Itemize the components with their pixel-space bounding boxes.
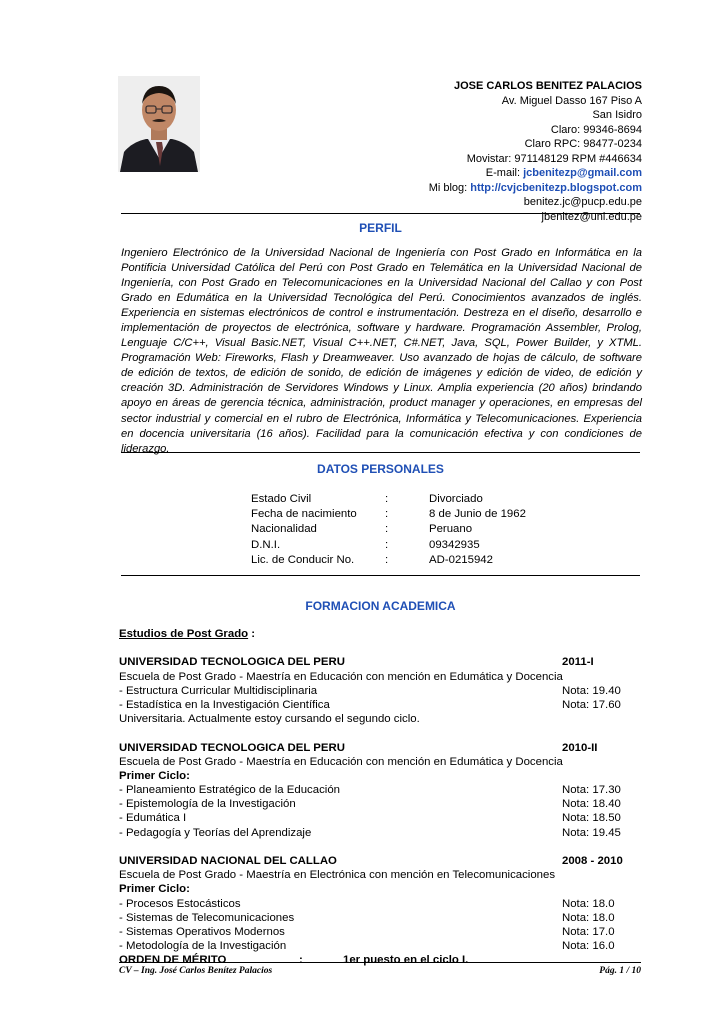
university-period: 2008 - 2010 [562, 855, 623, 867]
course-row [119, 911, 639, 925]
portrait-photo [118, 76, 200, 172]
phone-movistar: Movistar: 971148129 RPM #446634 [466, 152, 642, 165]
footer-divider [119, 962, 641, 963]
university-row [119, 655, 639, 669]
datos-title: DATOS PERSONALES [317, 462, 444, 476]
course-row [119, 826, 639, 840]
course-row [119, 797, 639, 811]
merit-label: ORDEN DE MÉRITO [119, 954, 227, 967]
contact-block [302, 79, 642, 224]
course-name: - Estructura Curricular Multidisciplinaria [119, 684, 318, 697]
merit-value: 1er puesto en el ciclo I. [343, 954, 469, 967]
full-name: JOSE CARLOS BENITEZ PALACIOS [453, 80, 642, 92]
email-pucp: benitez.jc@pucp.edu.pe [523, 196, 642, 208]
university-row [119, 741, 639, 755]
merit-sep: : [299, 954, 303, 967]
page-footer [119, 966, 641, 976]
postgrado-subtitle [119, 627, 639, 641]
datos-sep: : [385, 508, 389, 521]
course-name: - Planeamiento Estratégico de la Educación [119, 784, 340, 797]
datos-value: Peruano [429, 523, 473, 536]
course-name: - Sistemas Operativos Modernos [119, 925, 285, 938]
datos-sep: : [385, 553, 389, 566]
datos-table [251, 492, 551, 568]
datos-sep: : [385, 523, 389, 536]
course-name: - Procesos Estocásticos [119, 897, 241, 910]
course-grade: Nota: 18.40 [562, 798, 621, 811]
divider [121, 213, 640, 214]
datos-value: 8 de Junio de 1962 [429, 508, 526, 521]
course-row [119, 897, 639, 911]
datos-sep: : [385, 538, 389, 551]
datos-key: D.N.I. [251, 538, 281, 551]
course-name: - Metodología de la Investigación [119, 940, 287, 953]
email-uni: jbenitez@uni.edu.pe [541, 210, 642, 223]
university-period: 2010-II [562, 741, 598, 754]
course-grade: Nota: 19.45 [562, 826, 621, 839]
course-grade: Nota: 18.50 [562, 812, 621, 825]
datos-row [251, 492, 551, 507]
block-note: Universitaria. Actualmente estoy cursando el segundo ciclo. [119, 713, 420, 726]
course-name: - Edumática I [119, 812, 187, 825]
datos-row [251, 507, 551, 522]
email-link[interactable]: jcbenitezp@gmail.com [523, 167, 642, 179]
datos-value: Divorciado [429, 493, 483, 505]
datos-value: 09342935 [429, 538, 480, 551]
perfil-text: Ingeniero Electrónico de la Universidad Nacional de Ingeniería con Post Grado en Informática en la Pontificia Universidad Católica del Perú con Post Grado en Telemática en la Universidad Nacional de Ingeniería, con Post Grado en Telecomunicaciones en la Universidad Nacional del Callao y con Post Grado en Edumática en la Universidad Tecnológica del Perú. Conocimientos avanzados de inglés. Experiencia en sistemas electrónicos de control e instrumentación. Destreza en el diseño, desarrollo e implementación de proyectos de electrónica, software y hardware. Programación Assembler, Prolog, Lenguaje C/C++, Visual Basic.NET, Visual C++.NET, C#.NET, Java, SQL, Power Builder, y XTML. Programación Web: Fireworks, Flash y Dreamweaver. Uso avanzado de hojas de cálculo, de software de edición de textos, de edición de sonido, de edición de imágenes y edición de video, de edición y creación 3D. Administración de Servidores Windows y Linux. Amplia experiencia (20 años) brindando apoyo en áreas de gerencia técnica, administración, product manager y operaciones, en empresas del sector industrial y comercial en el rubro de Electrónica, Informática y Telecomunicaciones. Experiencia en docencia universitaria (16 años). Facilidad para la comunicación efectiva y con condiciones de liderazgo. [121, 247, 642, 455]
datos-sep: : [385, 493, 389, 505]
course-row [119, 811, 639, 825]
subtitle-suffix: : [248, 628, 256, 640]
university-row [119, 854, 639, 868]
divider [121, 575, 640, 576]
cycle-label: Primer Ciclo: [119, 883, 190, 896]
portrait-icon [118, 76, 200, 172]
course-name: - Pedagogía y Teorías del Aprendizaje [119, 826, 312, 839]
phone-claro: Claro: 99346-8694 [550, 123, 642, 136]
program-text: Escuela de Post Grado - Maestría en Educación con mención en Edumática y Docencia [119, 670, 563, 683]
datos-key: Lic. de Conducir No. [251, 553, 355, 566]
datos-row [251, 538, 551, 553]
course-grade: Nota: 16.0 [562, 940, 615, 953]
footer-author: CV – Ing. José Carlos Benítez Palacios [119, 966, 273, 976]
university-name: UNIVERSIDAD TECNOLOGICA DEL PERU [119, 741, 345, 754]
email-label: E-mail: [485, 167, 524, 179]
cycle-label: Primer Ciclo: [119, 769, 190, 782]
course-name: - Sistemas de Telecomunicaciones [119, 911, 295, 924]
email-line [302, 166, 642, 181]
datos-value: AD-0215942 [429, 553, 493, 566]
course-grade: Nota: 17.0 [562, 925, 615, 938]
course-grade: Nota: 18.0 [562, 911, 615, 924]
datos-row [251, 522, 551, 537]
course-name: - Epistemología de la Investigación [119, 798, 296, 811]
course-row [119, 783, 639, 797]
blog-link[interactable]: http://cvjcbenitezp.blogspot.com [470, 181, 642, 194]
address: Av. Miguel Dasso 167 Piso A [501, 94, 642, 107]
blog-line [302, 181, 642, 196]
phone-claro-rpc: Claro RPC: 98477-0234 [524, 138, 642, 150]
formacion-content [119, 627, 639, 968]
course-grade: Nota: 18.0 [562, 897, 615, 910]
program-text: Escuela de Post Grado - Maestría en Educación con mención en Edumática y Docencia [119, 755, 563, 768]
formacion-title: FORMACION ACADEMICA [305, 599, 456, 613]
university-name: UNIVERSIDAD TECNOLOGICA DEL PERU [119, 656, 345, 669]
datos-key: Nacionalidad [251, 523, 317, 536]
course-row [119, 684, 639, 698]
course-grade: Nota: 17.30 [562, 784, 621, 797]
district: San Isidro [592, 109, 642, 121]
program-text: Escuela de Post Grado - Maestría en Electrónica con mención en Telecomunicaciones [119, 869, 556, 882]
blog-label: Mi blog: [428, 181, 471, 194]
datos-key: Fecha de nacimiento [251, 508, 357, 521]
course-name: - Estadística en la Investigación Científica [119, 698, 330, 711]
page-number: Pág. 1 / 10 [599, 966, 641, 976]
course-row [119, 698, 639, 712]
perfil-title: PERFIL [359, 221, 402, 235]
subtitle-text: Estudios de Post Grado [119, 628, 249, 640]
course-row [119, 925, 639, 939]
university-period: 2011-I [562, 656, 594, 669]
datos-key: Estado Civil [251, 493, 312, 505]
course-row [119, 939, 639, 953]
course-grade: Nota: 19.40 [562, 684, 621, 697]
datos-row [251, 553, 551, 568]
divider [121, 452, 640, 453]
course-grade: Nota: 17.60 [562, 698, 621, 711]
university-name: UNIVERSIDAD NACIONAL DEL CALLAO [119, 855, 337, 867]
